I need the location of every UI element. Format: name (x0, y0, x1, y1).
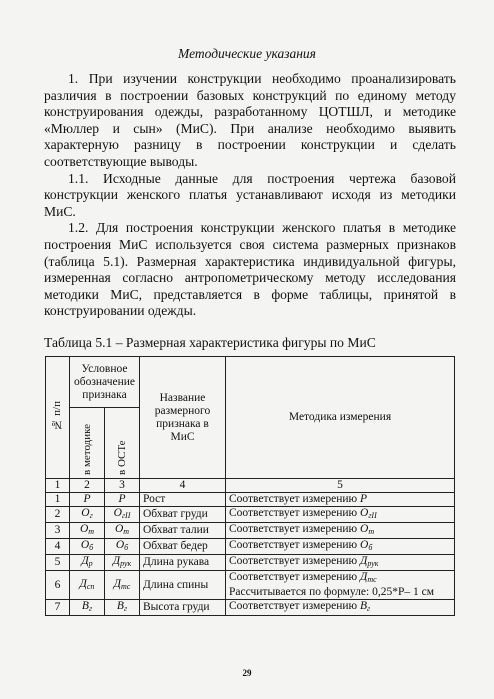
symbol-mis: $Д_{сп}$ (79, 577, 95, 591)
symbol-ost-cell (105, 493, 140, 507)
method-text: Соответствует измерению (229, 555, 360, 567)
symbol-ost: P (118, 493, 126, 505)
method-symbol: P (360, 493, 368, 505)
measurement-method (226, 493, 455, 507)
symbol-mis: $O_б$ (80, 539, 94, 552)
size-spec-table (45, 356, 455, 616)
measurement-method (226, 555, 455, 571)
symbol-ost: $Д_{рук}$ (112, 555, 132, 568)
index-cell: 4 (140, 479, 226, 493)
symbol-mis: $Д_р$ (81, 555, 93, 568)
table-row (46, 555, 455, 571)
method-text: Соответствует измерению (229, 600, 360, 612)
measurement-method (226, 507, 455, 523)
symbol-mis: P (83, 493, 91, 505)
symbol-ost-cell (105, 539, 140, 555)
section-heading: Методические указания (178, 46, 316, 61)
symbol-mis: $O_т$ (79, 523, 95, 536)
header-symbol-group: Условное обозначение признака (70, 357, 140, 408)
feature-name: Длина рукава (140, 555, 226, 571)
table-header-row (46, 357, 455, 408)
symbol-mis-cell (70, 600, 105, 616)
table-row (46, 539, 455, 555)
header-num: № п/п (46, 357, 70, 479)
symbol-mis-cell (70, 555, 105, 571)
method-symbol: $B_г$ (360, 600, 371, 613)
feature-name: Обхват бедер (140, 539, 226, 555)
table-row (46, 493, 455, 507)
row-number: 5 (46, 555, 70, 571)
feature-name: Рост (140, 493, 226, 507)
row-number: 2 (46, 507, 70, 523)
symbol-ost: $O_{гII}$ (113, 507, 131, 520)
index-cell: 5 (226, 479, 455, 493)
measurement-method (226, 523, 455, 539)
symbol-mis-cell (70, 523, 105, 539)
method-text: Соответствует измерению (229, 523, 360, 535)
table-row (46, 571, 455, 600)
measurement-method (226, 539, 455, 555)
method-symbol: $O_т$ (360, 523, 375, 536)
symbol-ost: $Д_{тс}$ (113, 577, 131, 591)
page-number: 29 (242, 668, 252, 678)
feature-name: Обхват груди (140, 507, 226, 523)
measurement-method (226, 600, 455, 616)
formula-note: Рассчитывается по формуле: 0,25*P– 1 см (229, 586, 434, 598)
symbol-mis-cell (70, 507, 105, 523)
symbol-ost-cell (105, 507, 140, 523)
symbol-mis: $B_г$ (81, 600, 93, 613)
row-number: 4 (46, 539, 70, 555)
symbol-ost: $O_б$ (115, 539, 129, 552)
method-symbol: $Д_{рук}$ (360, 555, 379, 568)
header-method: Методика измерения (226, 357, 455, 479)
feature-name: Длина спины (140, 571, 226, 600)
method-text: Соответствует измерению (229, 571, 360, 583)
method-text: Соответствует измерению (229, 539, 360, 551)
index-cell: 2 (70, 479, 105, 493)
measurement-method (226, 571, 455, 600)
table-index-row (46, 479, 455, 493)
row-number: 7 (46, 600, 70, 616)
symbol-mis-cell (70, 539, 105, 555)
feature-name: Высота груди (140, 600, 226, 616)
header-name: Название размерного признака в МиС (140, 357, 226, 479)
feature-name: Обхват талии (140, 523, 226, 539)
row-number: 6 (46, 571, 70, 600)
symbol-ost: $B_г$ (116, 600, 128, 613)
symbol-mis-cell (70, 571, 105, 600)
header-symbol-mis: в методике (70, 408, 105, 479)
table-row (46, 523, 455, 539)
row-number: 3 (46, 523, 70, 539)
symbol-ost-cell (105, 523, 140, 539)
table-row (46, 507, 455, 523)
header-symbol-ost: в ОСТе (105, 408, 140, 479)
paragraph-1: 1. При изучении конструкции необходимо проанализировать различия в построении базовых конструкций по единому методу конструирования одежды, разработанному ЦОТШЛ, и методике «Мюллер и сын» (МиС). При анализе необходимо выявить характерную разницу в построении конструкции и сделать соответствующие выводы. (44, 71, 456, 169)
index-cell: 3 (105, 479, 140, 493)
method-symbol: $Д_{тс}$ (360, 571, 377, 584)
symbol-ost-cell (105, 571, 140, 600)
symbol-mis-cell (70, 493, 105, 507)
method-text: Соответствует измерению (229, 493, 360, 505)
table-body (46, 493, 455, 616)
table-caption: Таблица 5.1 – Размерная характеристика фигуры по МиС (44, 335, 376, 350)
paragraph-1-2: 1.2. Для построения конструкции женского платья в методике построения МиС используется своя система размерных признаков (таблица 5.1). Размерная характеристика индивидуальной фигуры, измеренная согласно антропометрическому методу исследования методики МиС, представляется в форме таблицы, принятой в конструировании одежды. (44, 220, 456, 319)
method-symbol: $O_б$ (360, 539, 373, 552)
symbol-ost-cell (105, 555, 140, 571)
paragraph-1-1: 1.1. Исходные данные для построения чертежа базовой конструкции женского платья устанавливают исходя из методики МиС. (44, 170, 456, 219)
method-symbol: $O_{гII}$ (360, 507, 377, 520)
table-row (46, 600, 455, 616)
symbol-ost-cell (105, 600, 140, 616)
symbol-mis: $O_г$ (81, 507, 93, 520)
index-cell: 1 (46, 479, 70, 493)
paragraph-block (44, 71, 456, 320)
method-text: Соответствует измерению (229, 507, 360, 519)
row-number: 1 (46, 493, 70, 507)
symbol-ost: $O_т$ (114, 523, 130, 536)
